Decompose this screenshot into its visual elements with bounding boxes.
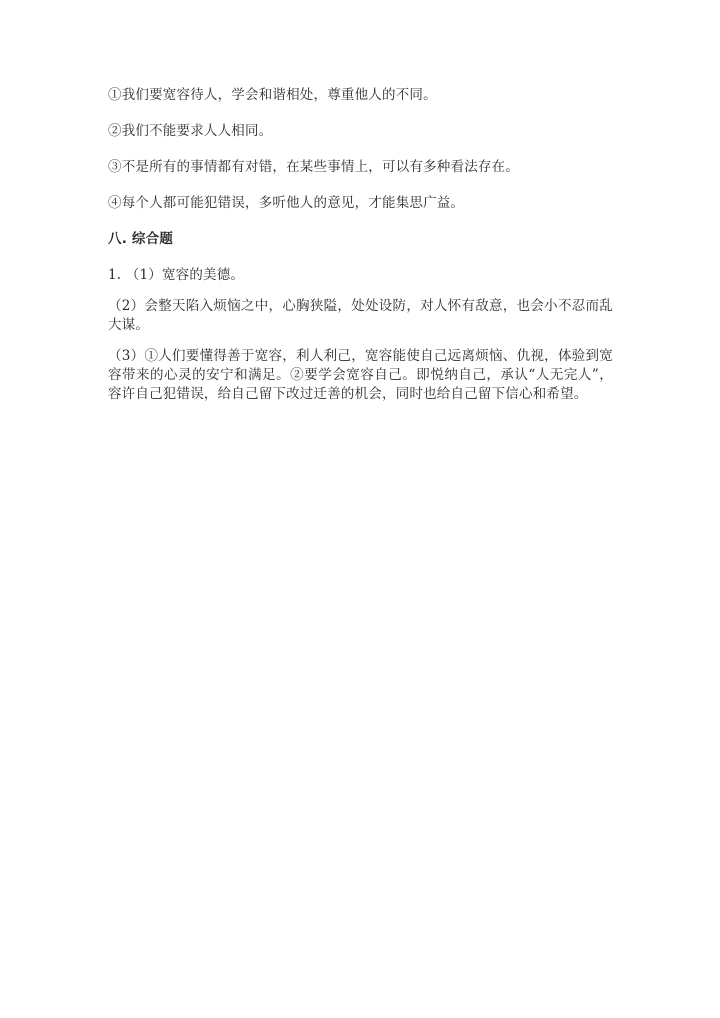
answer-2: （2）会整天陷入烦恼之中，心胸狭隘，处处设防，对人怀有敌意，也会小不忍而乱大谋。 — [108, 298, 613, 333]
section-heading: 八. 综合题 — [108, 231, 174, 247]
document-body — [108, 86, 613, 416]
answer-1: 1. （1）宽容的美德。 — [108, 267, 245, 283]
paragraph-2: ②我们不能要求人人相同。 — [108, 123, 273, 139]
paragraph-4: ④每个人都可能犯错误，多听他人的意见，才能集思广益。 — [108, 195, 465, 211]
paragraph-3: ③不是所有的事情都有对错，在某些事情上，可以有多种看法存在。 — [108, 159, 519, 175]
answer-3: （3）①人们要懂得善于宽容，利人利己，宽容能使自己远离烦恼、仇视，体验到宽容带来的心灵的安宁和满足。②要学会宽容自己。即悦纳自己，承认“人无完人”，容许自己犯错误，给自己留下改过迁善的机会，同时也给自己留下信心和希望。 — [108, 348, 613, 402]
paragraph-1: ①我们要宽容待人，学会和谐相处，尊重他人的不同。 — [108, 87, 437, 103]
